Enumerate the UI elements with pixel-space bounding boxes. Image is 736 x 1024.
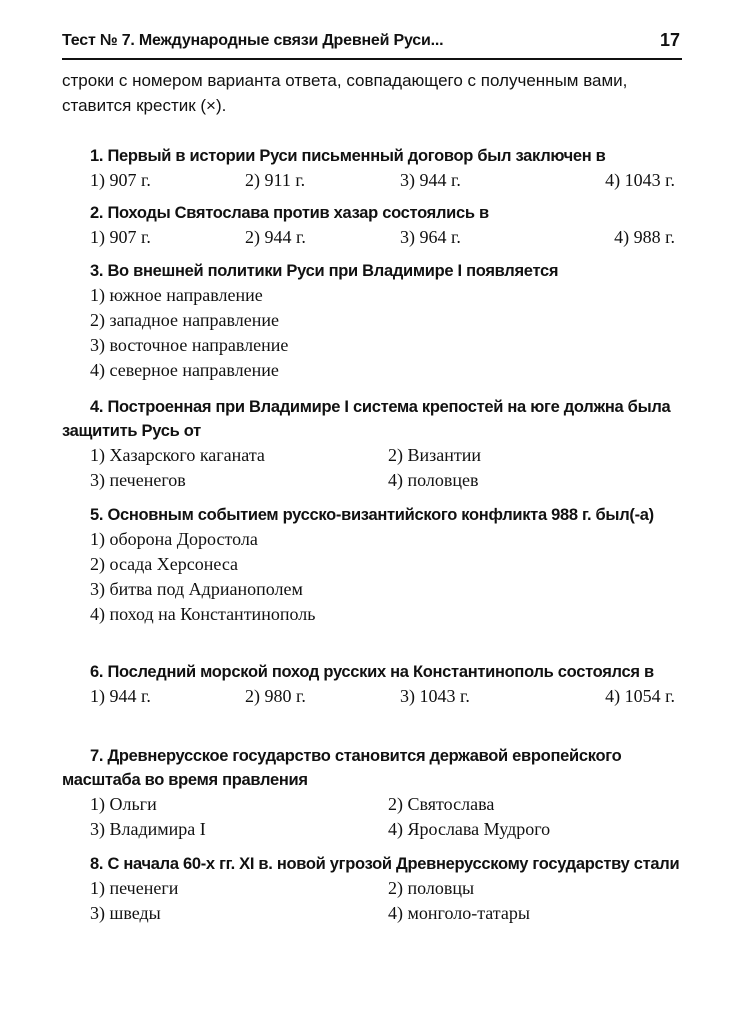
answer-option: 3) печенегов (90, 470, 186, 490)
answer-option: 3) восточное направление (90, 335, 289, 355)
answer-option: 3) битва под Адрианополем (90, 579, 303, 599)
answer-option: 1) оборона Доростола (90, 529, 258, 549)
question-text: 4. Построенная при Владимире I система крепостей на юге должна была защитить Русь от (62, 398, 671, 440)
answer-option: 1) 944 г. (90, 686, 151, 706)
answer-options (62, 283, 686, 383)
answer-options (62, 684, 686, 709)
answer-option: 4) поход на Константинополь (90, 604, 316, 624)
question-text: 1. Первый в истории Руси письменный договор был заключен в (90, 147, 606, 165)
question-1 (62, 144, 686, 193)
question-4 (62, 395, 686, 493)
answer-option: 4) 988 г. (614, 227, 675, 247)
answer-option: 4) северное направление (90, 360, 279, 380)
question-text: 7. Древнерусское государство становится державой европейского масштаба во время правления (62, 747, 622, 789)
answer-option: 2) 911 г. (245, 170, 306, 190)
header-title: Тест № 7. Международные связи Древней Руси... (62, 32, 444, 49)
answer-option: 1) Хазарского каганата (90, 445, 265, 465)
answer-option: 2) Византии (388, 445, 481, 465)
answer-option: 1) Ольги (90, 794, 157, 814)
answer-option: 3) шведы (90, 903, 161, 923)
answer-options-row (62, 817, 686, 842)
answer-options (62, 527, 686, 627)
answer-option: 1) печенеги (90, 878, 179, 898)
answer-options-row (62, 468, 686, 493)
question-2 (62, 201, 686, 250)
answer-options-row (62, 876, 686, 901)
question-5 (62, 503, 686, 627)
answer-option: 2) 944 г. (245, 227, 306, 247)
answer-option: 3) 1043 г. (400, 686, 470, 706)
question-text: 2. Походы Святослава против хазар состоялись в (90, 204, 489, 222)
answer-option: 4) 1043 г. (605, 170, 675, 190)
answer-option: 4) половцев (388, 470, 479, 490)
question-8 (62, 852, 686, 926)
answer-option: 2) осада Херсонеса (90, 554, 239, 574)
answer-option: 1) 907 г. (90, 170, 151, 190)
answer-options-row (62, 443, 686, 468)
answer-option: 2) Святослава (388, 794, 495, 814)
answer-option: 2) 980 г. (245, 686, 306, 706)
answer-option: 2) западное направление (90, 310, 279, 330)
question-6 (62, 660, 686, 709)
question-7 (62, 744, 686, 842)
intro-text: строки с номером варианта ответа, совпадающего с полученным вами, ставится крестик (×). (62, 71, 628, 115)
answer-options-row (62, 792, 686, 817)
question-text: 6. Последний морской поход русских на Константинополь состоялся в (90, 663, 654, 681)
answer-option: 1) южное направление (90, 285, 263, 305)
question-3 (62, 259, 686, 383)
page-number: 17 (659, 30, 680, 50)
question-text: 3. Во внешней политики Руси при Владимире I появляется (90, 262, 559, 280)
question-text: 5. Основным событием русско-византийского конфликта 988 г. был(-а) (90, 506, 654, 524)
answer-options-row (62, 901, 686, 926)
answer-option: 3) 964 г. (400, 227, 461, 247)
answer-option: 4) 1054 г. (605, 686, 675, 706)
question-text: 8. С начала 60-х гг. XI в. новой угрозой Древнерусскому государству стали (90, 855, 680, 873)
answer-option: 4) монголо-татары (388, 903, 530, 923)
answer-option: 2) половцы (388, 878, 475, 898)
answer-options (62, 225, 686, 250)
answer-option: 4) Ярослава Мудрого (388, 819, 551, 839)
answer-option: 3) 944 г. (400, 170, 461, 190)
running-header (62, 30, 682, 60)
answer-options (62, 168, 686, 193)
answer-option: 3) Владимира I (90, 819, 206, 839)
answer-option: 1) 907 г. (90, 227, 151, 247)
